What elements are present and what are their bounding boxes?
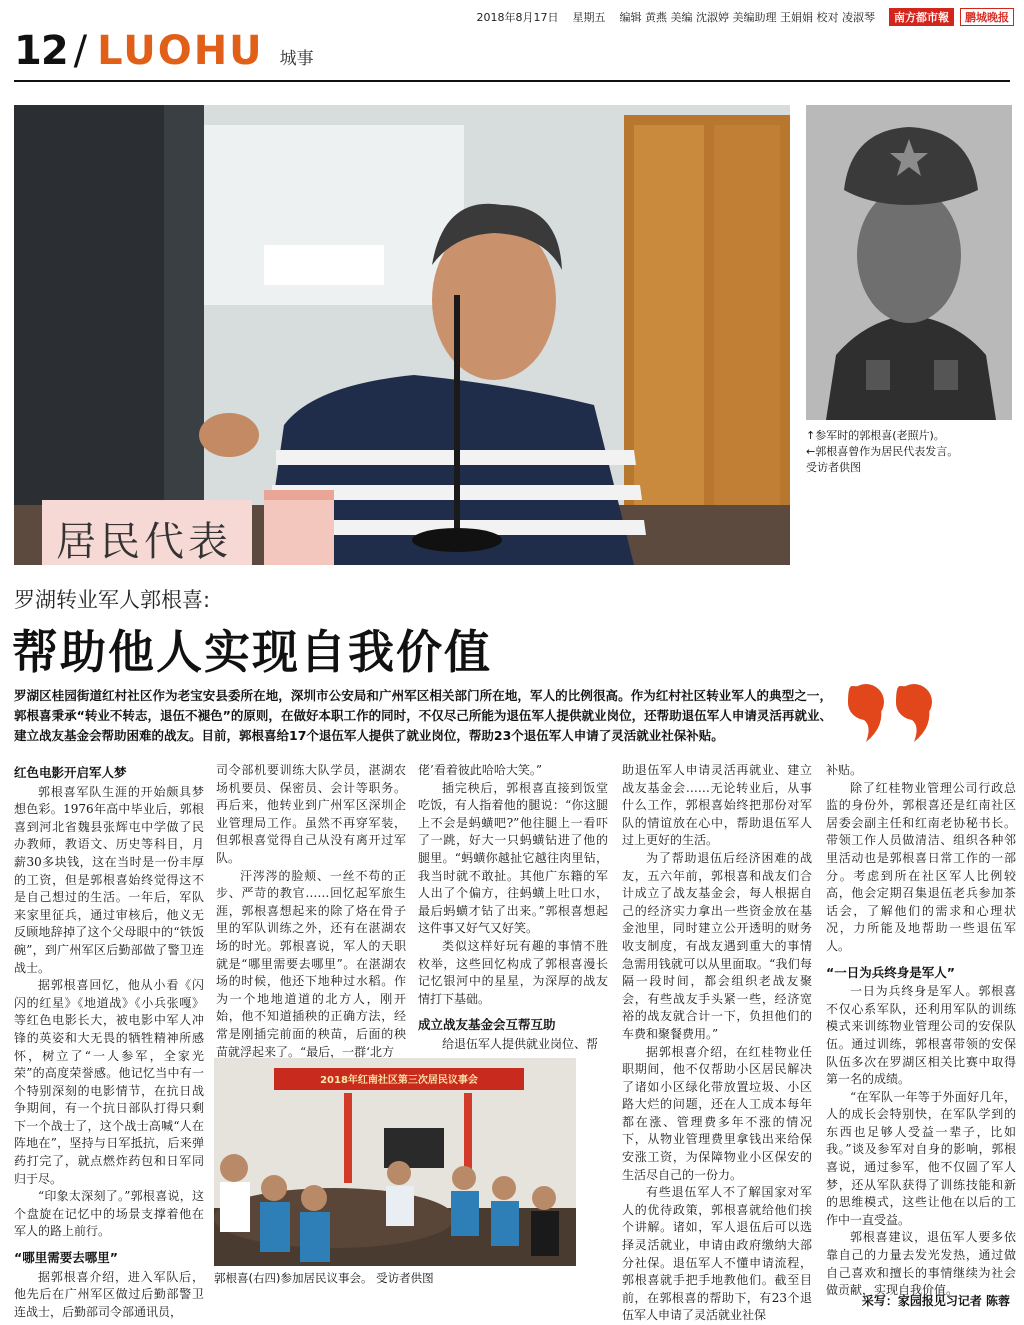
page-number: 12 (14, 28, 68, 74)
paragraph: 郭根喜建议，退伍军人要多依靠自己的力量去发光发热，通过做自己喜欢和擅长的事情继续为社会做贡献，实现自我价值。 (826, 1230, 1016, 1298)
old-military-photo (806, 105, 1012, 420)
paragraph: 除了红桂物业管理公司行政总监的身份外，郭根喜还是红南社区居委会副主任和红南老协秘书长。带领工作人员做清洁、组织各种邻里活动也是郭根喜日常工作的一部分。考虑到所在社区军人比例较高，他会定期召集退伍老兵参加茶话会，了解他们的需求和心理状况，力所能及地帮助一些退伍军人。 (826, 780, 1016, 953)
brand-logo-southern: 南方都市報 (889, 8, 954, 26)
paragraph: 为了帮助退伍后经济困难的战友，五六年前，郭根喜和战友们合计成立了战友基金会，每人根据自己的经济实力拿出一些资金放在基金池里，同时建立公开透明的财务收支制度，有战友遇到重大的事情急需用钱就可以从里面取。“我们每隔一段时间，都会组织老战友聚会，有些战友手头紧一些，经济宽裕的战友就合计一下，负担他们的车费和聚餐费用。” (622, 850, 812, 1041)
paragraph: 汗涔涔的脸颊、一丝不苟的正步、严苛的教官……回忆起军旅生涯，郭根喜想起来的除了烙在骨子里的军队训练之外，还有在湛湖农场的时光。郭根喜说，军人的天职就是“哪里需要去哪里”。在湛湖农场的时候，他还下地种过水稻。作为一个地地道道的北方人，刚开始，他不知道插秧的正确方法，经常是刚插完前面的秧苗，后面的秧苗就浮起来了。“最后，一群‘北方 (216, 868, 406, 1059)
reporter-byline: 采写：家园报见习记者 陈蓉 (861, 1294, 1010, 1308)
article-headline: 帮助他人实现自我价值 (12, 625, 492, 679)
brand-logo-pengcheng: 鹏城晚报 (960, 8, 1014, 26)
paragraph: 类似这样好玩有趣的事情不胜枚举，这些回忆构成了郭根喜漫长记忆银河中的星星，为深厚的战友情打下基础。 (418, 938, 608, 1006)
article-column-1 (14, 762, 204, 1321)
header-rule (14, 80, 1010, 82)
quote-mark-icon (842, 676, 942, 746)
photo-caption-right (806, 428, 1014, 476)
article-kicker: 罗湖转业军人郭根喜: (14, 588, 211, 612)
article-column-4 (622, 762, 812, 1325)
meeting-banner: 2018年红南社区第三次居民议事会 (320, 1075, 478, 1086)
masthead-bar (10, 6, 1014, 28)
editor-credits: 编辑 黄燕 美编 沈淑婷 美编助理 王娟娟 校对 凌淑琴 (619, 11, 875, 24)
placard-text: 居民代表 (56, 519, 232, 565)
paragraph: 补贴。 (826, 763, 863, 777)
page-header (14, 28, 314, 76)
paragraph: 插完秧后，郭根喜直接到饭堂吃饭，有人指着他的腿说：“你这腿上不会是蚂蟥吧?”他往腿上一看吓了一跳，好大一只蚂蟥钻进了他的腿里。“蚂蟥你越扯它越往肉里钻，我当时就不敢扯。其他广东籍的军人出了个偏方，往蚂蟥上吐口水，最后蚂蟥才钻了出来。”郭根喜想起这件事又好气又好笑。 (418, 780, 608, 936)
section-subtitle: 城事 (279, 49, 314, 69)
paragraph: 司令部机要训练大队学员，湛湖农场机要员、保密员、会计等职务。再后来，他转业到广州军区深圳企业管理局工作。虽然不再穿军装，但郭根喜觉得自己从没有离开过军队。 (216, 763, 406, 865)
section-name: LUOHU (97, 28, 264, 74)
caption-line-main-photo: ←郭根喜曾作为居民代表发言。 (806, 445, 959, 458)
paragraph: 一日为兵终身是军人。郭根喜不仅心系军队，还利用军队的训练模式来训练物业管理公司的安保队伍。通过训练，郭根喜带领的安保队伍多次在罗湖区相关比赛中取得第一名的成绩。 (826, 984, 1016, 1087)
paragraph: “在军队一年等于外面好几年，人的成长会特别快，在军队学到的东西也足够人受益一辈子，比如我。”谈及参军对自身的影响，郭根喜说，通过参军，他不仅圆了军人梦，还从军队获得了训练技能和新的思维模式，这些让他在以后的工作中一直受益。 (826, 1089, 1016, 1227)
article-column-5 (826, 762, 1016, 1300)
paragraph: 据郭根喜回忆，他从小看《闪闪的红星》《地道战》《小兵张嘎》等红色电影长大，被电影中军人冲锋的英姿和大无畏的牺牲精神所感怀，树立了“一人参军，全家光荣”的高度荣誉感。他记忆当中有一个特别深刻的电影情节，在抗日战争期间，有一个抗日部队打得只剩下一个战士了，这个战士高喊“人在阵地在”，坚持与日军抵抗，后来弹药打完了，就点燃炸药包和日军同归于尽。 (14, 978, 204, 1186)
meeting-photo (214, 1058, 576, 1266)
subhead-go-where-needed: “哪里需要去哪里” (14, 1250, 118, 1266)
article-column-2 (216, 762, 406, 1061)
issue-weekday: 星期五 (572, 11, 606, 24)
paragraph: “印象太深刻了。”郭根喜说，这个盘旋在记忆中的场景支撑着他在军人的路上前行。 (14, 1189, 204, 1239)
issue-date: 2018年8月17日 (476, 11, 559, 24)
meeting-photo-illustration (214, 1058, 576, 1266)
article-column-3 (418, 762, 608, 1054)
caption-line-old-photo: ↑参军时的郭根喜(老照片)。 (806, 429, 945, 442)
paragraph: 据郭根喜介绍，进入军队后，他先后在广州军区做过后勤部警卫连战士，后勤部司令部通讯员， (14, 1269, 204, 1319)
paragraph: 有些退伍军人不了解国家对军人的优待政策，郭根喜就给他们挨个讲解。诸如，军人退伍后可以选择灵活就业，申请由政府缴纳大部分社保。退伍军人不懂申请流程，郭根喜就手把手地教他们。截至目前，在郭根喜的帮助下，有23个退伍军人申请了灵活就业社保 (622, 1185, 812, 1323)
subhead-veterans-fund: 成立战友基金会互帮互助 (418, 1017, 556, 1033)
main-photo (14, 105, 790, 565)
paragraph: 助退伍军人申请灵活再就业、建立战友基金会……无论转业后，从事什么工作，郭根喜始终把那份对军队的情谊放在心中，帮助退伍军人过上更好的生活。 (622, 763, 812, 848)
slash-divider: / (73, 28, 88, 74)
main-photo-illustration (14, 105, 790, 565)
paragraph: 给退伍军人提供就业岗位、帮 (442, 1036, 599, 1051)
caption-credit: 受访者供图 (806, 461, 861, 474)
brand-logos (889, 8, 1014, 26)
meeting-photo-caption: 郭根喜(右四)参加居民议事会。 受访者供图 (214, 1271, 434, 1285)
subhead-once-a-soldier: “一日为兵终身是军人” (826, 964, 955, 980)
paragraph: 郭根喜军队生涯的开始颇具梦想色彩。1976年高中毕业后，郭根喜到河北省魏县张辉屯中学做了民办教师，教语文、历史等科目，月薪30多块钱，这在当时是一份丰厚的工资，但是郭根喜始终觉得这不是自己想过的生活。一年后，军队来家里征兵，通过审核后，他义无反顾地辞掉了这个父母眼中的“铁饭碗”，到广州军区后勤部做了警卫连战士。 (14, 784, 204, 975)
subhead-red-film: 红色电影开启军人梦 (14, 765, 127, 780)
old-photo-illustration (806, 105, 1012, 420)
article-lead: 罗湖区桂园街道红村社区作为老宝安县委所在地，深圳市公安局和广州军区相关部门所在地，军人的比例很高。作为红村社区转业军人的典型之一，郭根喜秉承“转业不转志，退伍不褪色”的原则，在做好本职工作的同时，不仅尽己所能为退伍军人提供就业岗位，还帮助退伍军人申请灵活再就业、建立战友基金会帮助困难的战友。目前，郭根喜给17个退伍军人提供了就业岗位，帮助23个退伍军人申请了灵活就业社保补贴。 (14, 688, 832, 743)
paragraph: 据郭根喜介绍，在红桂物业任职期间，他不仅帮助小区居民解决了诸如小区绿化带放置垃圾、小区路大烂的问题，还在人工成本每年都在涨、管理费多年不涨的情况下，从物业管理费里拿钱出来给保安涨工资，为保障物业小区保安的生活尽自己的一份力。 (622, 1044, 812, 1182)
paragraph: 佬’看着彼此哈哈大笑。” (418, 763, 542, 777)
